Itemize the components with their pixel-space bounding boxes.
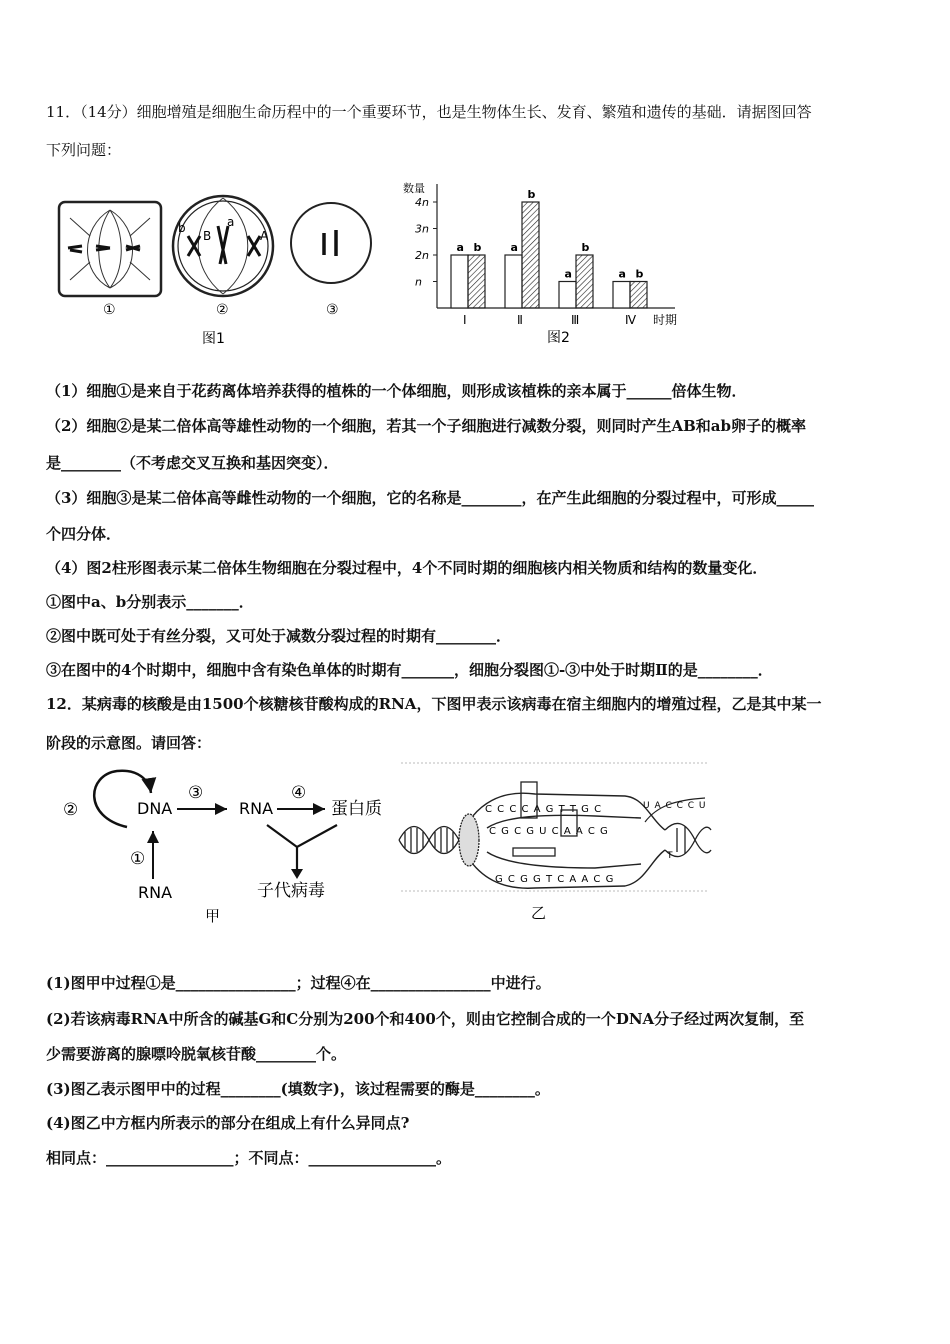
fig1-caption: 图1 [202,331,225,347]
jia-rna-bottom: RNA [138,883,173,902]
figure-jia [55,765,395,925]
fig2-category-label: Ⅱ [517,313,523,327]
figure-2-chart [395,176,695,348]
jia-assembly-arrowhead [291,869,303,879]
fig2-bar-label-a: a [618,267,626,281]
jia-caption: 甲 [205,907,221,925]
fig2-bar-a [505,255,522,308]
q12-s2a: (2)若该病毒RNA中所含的碱基G和C分别为200个和400个，则由它控制合成的一个DNA分子经过两次复制，至 [46,1010,805,1028]
fig2-bar-label-a: a [510,241,518,254]
fig2-ylabel: 数量 [403,182,425,195]
fig2-bar-b [576,255,593,308]
q11-line2: 下列问题： [46,141,122,159]
fig2-bar-label-b: b [635,267,644,281]
q11-p4: （4）图2柱形图表示某二倍体生物细胞在分裂过程中，4个不同时期的细胞核内相关物质和结构的数量变化． [46,559,768,577]
q12-line2: 阶段的示意图。请回答： [46,734,212,752]
fig2-ytick-label: n [415,275,422,289]
jia-n2: ② [63,800,79,820]
fig2-bar-b [468,255,485,308]
fig2-category-label: Ⅳ [625,313,637,327]
fig2-bar-label-b: b [473,241,482,254]
q12-s3: (3)图乙表示图甲中的过程________(填数字)，该过程需要的酶是________。 [46,1080,550,1098]
cell2-letter-B: B [203,229,212,243]
q11-line1: 11．（14分）细胞增殖是细胞生命历程中的一个重要环节，也是生物体生长、发育、繁殖和遗传的基础．请据图回答 [46,103,812,121]
q11-p4-2: ②图中既可处于有丝分裂，又可处于减数分裂过程的时期有________． [46,627,512,645]
fig2-bar-b [630,282,647,309]
q12-line1: 12．某病毒的核酸是由1500个核糖核苷酸构成的RNA，下图甲表示该病毒在宿主细胞内的增殖过程，乙是其中某一 [46,695,822,713]
yi-caption: 乙 [531,904,547,922]
fig2-xlabel: 时期 [653,313,678,327]
fig2-bar-b [522,202,539,308]
fig2-bar-a [613,282,630,309]
q11-p2b: 是________（不考虑交叉互换和基因突变）． [46,454,339,472]
q12-s4: (4)图乙中方框内所表示的部分在组成上有什么异同点? [46,1114,410,1132]
q12-s1: (1)图甲中过程①是________________；过程④在________________中进行。 [46,974,551,992]
yi-top-seq: C C C C A G T T G C [485,804,603,815]
cell-2-diagram [173,196,273,296]
q11-p3a: （3）细胞③是某二倍体高等雌性动物的一个细胞，它的名称是________，在产生此细胞的分裂过程中，可形成_____ [46,489,814,507]
fig2-caption: 图2 [547,330,570,346]
yi-box-template [513,848,555,856]
q11-p2a: （2）细胞②是某二倍体高等雄性动物的一个细胞，若其一个子细胞进行减数分裂，则同时产生AB和ab卵子的概率 [46,417,806,435]
jia-n1: ① [130,849,146,869]
fig1-label-2: ② [216,302,229,318]
fig1-label-1: ① [103,302,116,318]
cell-3-diagram [291,203,371,283]
yi-left-helix [399,827,459,854]
fig2-ytick-label: 3n [415,222,429,236]
fig2-bar-a [559,282,576,309]
cell-1-diagram [59,202,161,296]
yi-right-seq: U A C C C U [643,801,707,811]
jia-protein: 蛋白质 [331,799,382,819]
q11-p3b: 个四分体． [46,525,122,543]
cell2-letter-b: b [178,221,186,235]
fig2-category-label: Ⅰ [463,313,467,327]
fig2-bar-label-b: b [527,188,536,201]
yi-polymerase [459,814,479,866]
fig2-bar-label-b: b [581,241,590,254]
jia-assembly-lines [267,825,337,875]
q12-s2b: 少需要游离的腺嘌呤脱氧核苷酸________个。 [46,1045,347,1063]
cell2-letter-A: A [260,229,269,243]
fig2-bar-label-a: a [564,267,572,281]
jia-dna: DNA [137,799,173,818]
yi-right-t: T [667,851,673,861]
fig2-ytick-label: 2n [415,249,429,262]
yi-bottom-seq: G C G G T C A A C G [495,874,615,885]
fig1-label-3: ③ [326,302,339,318]
fig2-category-label: Ⅲ [571,313,580,327]
jia-n3: ③ [188,783,204,803]
q11-p4-3: ③在图中的4个时期中，细胞中含有染色单体的时期有_______，细胞分裂图①-③中处于时期Ⅱ的是________． [46,661,773,679]
q12-s5: 相同点：_________________；不同点：_________________。 [46,1149,452,1167]
jia-n4: ④ [291,783,307,803]
yi-mid-seq: C G C G U C A A C G [489,826,609,837]
figure-yi [395,760,715,925]
q11-p1: （1）细胞①是来自于花药离体培养获得的植株的一个体细胞，则形成该植株的亲本属于______倍体生物． [46,382,747,400]
fig2-bar-label-a: a [456,241,464,254]
q11-p4-1: ①图中a、b分别表示_______． [46,593,254,611]
figure-1 [50,188,380,348]
fig2-bar-a [451,255,468,308]
fig2-ytick-label: 4n [415,196,429,209]
cell2-letter-a: a [227,215,235,229]
jia-virus: 子代病毒 [257,881,325,901]
jia-rna-top: RNA [239,799,274,818]
